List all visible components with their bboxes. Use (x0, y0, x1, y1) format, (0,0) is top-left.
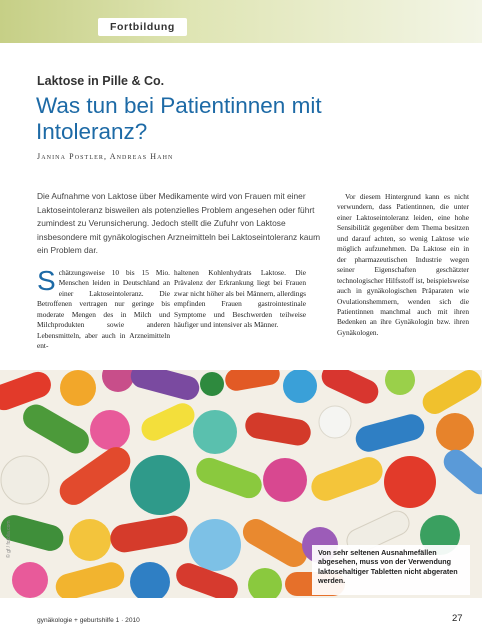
photo-credit: © gf / fotolia.com (6, 520, 12, 558)
header-band (0, 0, 482, 43)
body-text-2: haltenen Kohlenhydrats Laktose. Die Prävalenz der Erkrankung liegt bei Frauen zwar nicht höher als bei Männern, allerdings empfinden Frauen gastrointestinale Symptome und Beschwerden teilweise häufiger und intensiver als Männer. (174, 268, 306, 330)
photo-caption: Von sehr seltenen Ausnahmefällen abgesehen, muss von der Verwendung laktosehaltiger Tabletten nicht abgeraten werden. (312, 545, 470, 595)
drop-cap: S (37, 265, 56, 296)
article-abstract: Die Aufnahme von Laktose über Medikamente wird von Frauen mit einer Laktoseintoleranz bisweilen als potenzielles Problem angesehen oder führt zumindest zu Verunsicherung. Jedoch stellt die Zufuhr von Laktose insbesondere mit gynäkologischen Arzneimitteln bei Laktoseintoleranz kaum ein Problem dar. (37, 191, 321, 255)
article-authors: Janina Postler, Andreas Hahn (37, 152, 174, 161)
body-text-3: Vor diesem Hintergrund kann es nicht verwundern, dass Patientinnen, die unter einer Laktoseintoleranz leiden, eine hohe Sensibilität gegenüber dem Thema besitzen und darauf achten, so wenig Laktose wie möglich aufzunehmen. Da Laktose ein in der pharmazeutischen Industrie wegen seiner Eigenschaften geschätzter technologischer Hilfsstoff ist, beispielsweise auch in gynäkologischen Präparaten wie Ovulationshemmern, wenden sich die Patientinnen manchmal auch mit ihren Bedenken an ihre Gynäkologin bzw. ihren Gynäkologen. (337, 192, 469, 337)
body-text-1: chätzungsweise 10 bis 15 Mio. Menschen leiden in Deutschland an einer Laktoseintoleranz. Die Betroffenen vertragen nur geringe bis moderate Mengen des in Milch und Milchprodukten sowie anderen Lebensmitteln, aber auch in Arzneimitteln ent- (37, 268, 170, 351)
body-column-2 (174, 268, 306, 331)
article-title: Was tun bei Patientinnen mit Intoleranz? (36, 93, 322, 144)
body-column-3 (337, 192, 469, 338)
page-number: 27 (452, 613, 463, 624)
body-column-1 (37, 265, 170, 352)
section-label: Fortbildung (98, 18, 187, 36)
journal-footer: gynäkologie + geburtshilfe 1 · 2010 (37, 617, 140, 624)
article-kicker: Laktose in Pille & Co. (37, 74, 165, 88)
